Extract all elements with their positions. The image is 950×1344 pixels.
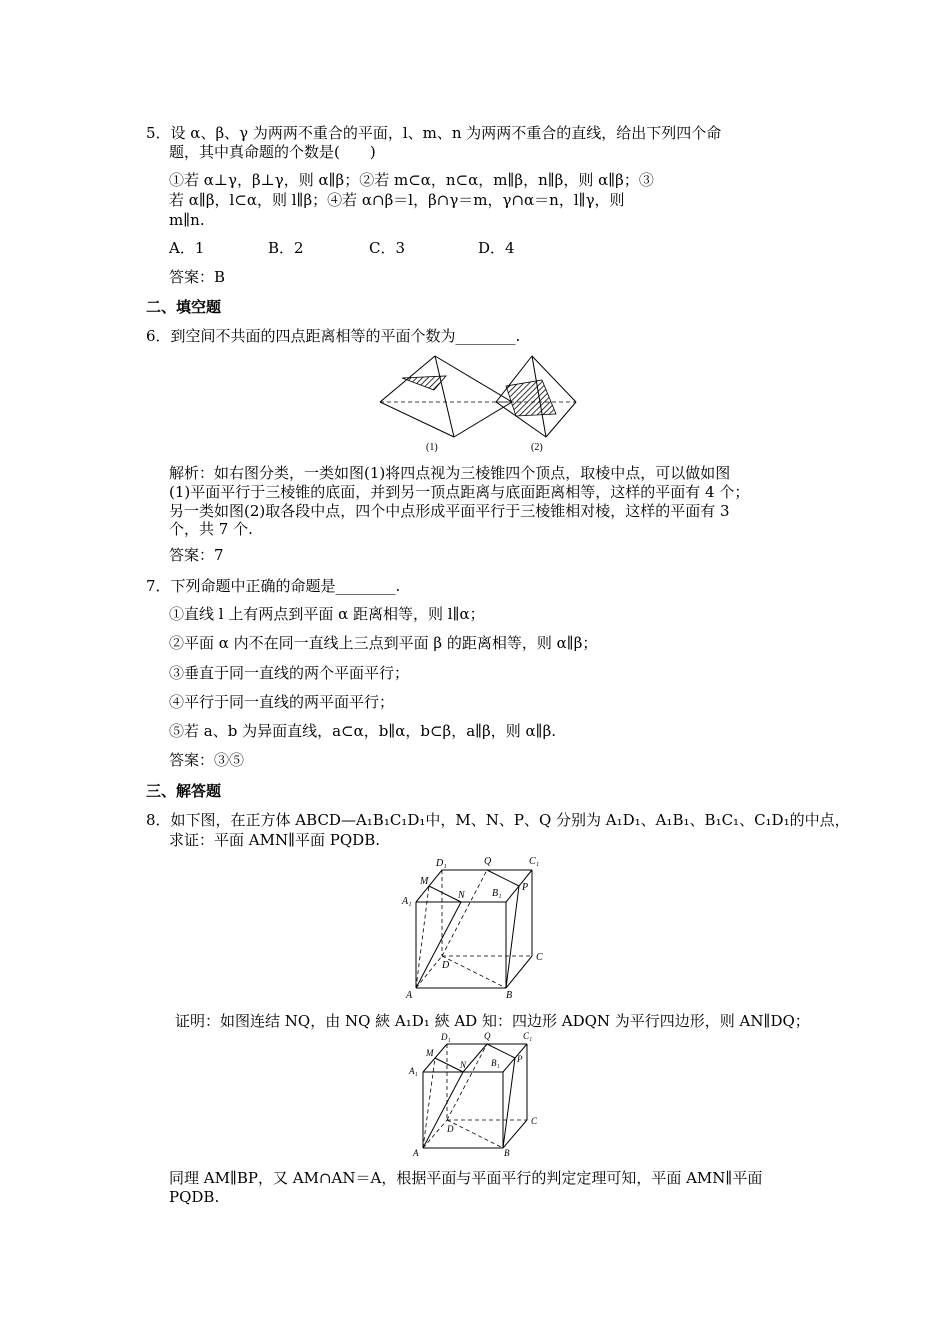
q5-option-c: C．3 [369, 239, 406, 257]
figure-1-label: (1) [426, 442, 438, 452]
label-p: P [522, 882, 529, 893]
figure-2-label: (2) [531, 442, 543, 452]
pyramid-figure-2 [492, 352, 624, 452]
q5-line-5: m∥n. [169, 211, 205, 229]
q6-analysis-line-4: 个，共 7 个. [169, 520, 253, 538]
label-p-2: P [517, 1054, 523, 1064]
q5-option-a: A．1 [169, 239, 205, 257]
q6-analysis-line-3: 另一类如图(2)取各段中点，四个中点形成平面平行于三棱锥相对棱，这样的平面有 3 [169, 502, 730, 520]
label-d1: D₁ [436, 858, 447, 869]
label-c-2: C [531, 1116, 538, 1126]
label-d: D [442, 960, 450, 971]
q6-analysis-line-2: (1)平面平行于三棱锥的底面，并到另一顶点距离与底面距离相等，这样的平面有 4 个； [169, 483, 750, 501]
q6-question: 6．到空间不共面的四点距离相等的平面个数为________. [146, 327, 521, 345]
label-m-2: M [426, 1048, 434, 1058]
cube-figure-2 [405, 1028, 555, 1158]
q8-proof-line-2: 同理 AM∥BP，又 AM∩AN＝A，根据平面与平面平行的判定定理可知，平面 AMN∥平面 [169, 1169, 763, 1187]
q5-option-b: B．2 [268, 239, 304, 257]
q6-answer: 答案：7 [169, 546, 224, 564]
q7-item-5: ⑤若 a、b 为异面直线，a⊂α，b∥α，b⊂β，a∥β，则 α∥β. [169, 722, 557, 740]
q7-item-2: ②平面 α 内不在同一直线上三点到平面 β 的距离相等，则 α∥β； [169, 634, 598, 652]
label-a1: A₁ [402, 896, 412, 907]
section-solution-heading: 三、解答题 [146, 782, 222, 800]
q5-line-2: 题，其中真命题的个数是( ) [169, 143, 376, 161]
q5-line-3: ①若 α⊥γ，β⊥γ，则 α∥β；②若 m⊂α，n⊂α，m∥β，n∥β，则 α∥β；③ [169, 171, 654, 189]
q7-answer: 答案：③⑤ [169, 751, 245, 769]
q8-line-2: 求证：平面 AMN∥平面 PQDB. [169, 831, 380, 849]
section-fill-in-heading: 二、填空题 [146, 298, 222, 316]
label-m: M [420, 876, 429, 887]
label-b1-2: B₁ [491, 1058, 500, 1068]
q7-item-3: ③垂直于同一直线的两个平面平行； [169, 664, 410, 682]
label-b1: B₁ [492, 888, 502, 899]
label-n: N [458, 890, 465, 901]
label-a1-2: A₁ [409, 1066, 418, 1076]
label-a: A [406, 990, 413, 1001]
label-d-2: D [447, 1124, 454, 1134]
label-a-2: A [413, 1148, 419, 1158]
label-c1-2: C₁ [523, 1031, 533, 1041]
q5-line-4: 若 α∥β，l⊂α，则 l∥β；④若 α∩β＝l，β∩γ＝m，γ∩α＝n，l∥γ，则 [169, 191, 625, 209]
label-q: Q [484, 856, 492, 867]
label-b-2: B [504, 1148, 510, 1158]
label-q-2: Q [484, 1031, 491, 1041]
q8-line-1: 8．如下图，在正方体 ABCD—A₁B₁C₁D₁中，M、N、P、Q 分别为 A₁D₁、A₁B₁、B₁C₁、C₁D₁的中点， [146, 811, 850, 829]
q5-line-1: 5．设 α、β、γ 为两两不重合的平面，l、m、n 为两两不重合的直线，给出下列四个命 [146, 124, 722, 142]
label-c: C [536, 952, 543, 963]
q7-item-1: ①直线 l 上有两点到平面 α 距离相等，则 l∥α； [169, 605, 485, 623]
label-b: B [506, 990, 513, 1001]
q6-analysis-line-1: 解析：如右图分类，一类如图(1)将四点视为三棱锥四个顶点，取棱中点，可以做如图 [169, 464, 731, 482]
q8-proof-line-1: 证明：如图连结 NQ，由 NQ 綊 A₁D₁ 綊 AD 知：四边形 ADQN 为平行四边形，则 AN∥DQ； [175, 1012, 810, 1030]
q8-proof-line-3: PQDB. [169, 1188, 220, 1206]
label-n-2: N [460, 1060, 467, 1070]
label-c1: C₁ [529, 856, 540, 867]
q7-question: 7．下列命题中正确的命题是________. [146, 577, 401, 595]
q5-answer: 答案：B [169, 268, 226, 286]
q7-item-4: ④平行于同一直线的两平面平行； [169, 693, 395, 711]
label-d1-2: D₁ [441, 1032, 451, 1042]
cube-figure-1 [398, 852, 558, 1002]
q5-option-d: D．4 [478, 239, 515, 257]
